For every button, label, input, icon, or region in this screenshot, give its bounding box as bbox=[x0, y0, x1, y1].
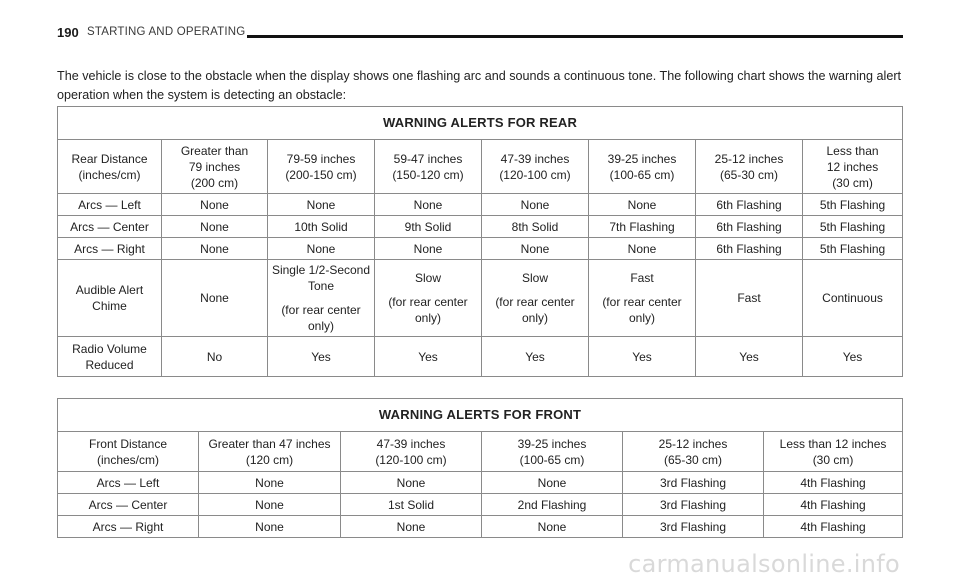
front-table-title: WARNING ALERTS FOR FRONT bbox=[58, 399, 903, 432]
table-cell: None bbox=[199, 516, 341, 538]
row-label: Arcs — Right bbox=[58, 516, 199, 538]
table-cell: 5th Flashing bbox=[803, 238, 903, 260]
table-cell: Yes bbox=[589, 337, 696, 377]
table-row bbox=[58, 238, 903, 260]
table-cell: None bbox=[199, 494, 341, 516]
rear-distance-label: Rear Distance (inches/cm) bbox=[58, 140, 162, 194]
table-row bbox=[58, 194, 903, 216]
front-distance-cell: 25-12 inches (65-30 cm) bbox=[623, 432, 764, 472]
row-label: Radio Volume Reduced bbox=[58, 337, 162, 377]
table-cell: 2nd Flashing bbox=[482, 494, 623, 516]
table-cell: 6th Flashing bbox=[696, 216, 803, 238]
table-cell: 4th Flashing bbox=[764, 516, 903, 538]
table-cell: None bbox=[341, 516, 482, 538]
table-cell: Slow (for rear center only) bbox=[482, 260, 589, 337]
table-cell: None bbox=[162, 216, 268, 238]
table-cell: None bbox=[482, 472, 623, 494]
table-cell: 6th Flashing bbox=[696, 238, 803, 260]
table-cell: 9th Solid bbox=[375, 216, 482, 238]
page-number: 190 bbox=[57, 25, 79, 40]
row-label: Audible Alert Chime bbox=[58, 260, 162, 337]
table-row bbox=[58, 216, 903, 238]
table-cell: None bbox=[482, 516, 623, 538]
table-cell: None bbox=[375, 238, 482, 260]
table-cell: None bbox=[482, 194, 589, 216]
section-title: STARTING AND OPERATING bbox=[87, 26, 246, 38]
table-cell: Fast (for rear center only) bbox=[589, 260, 696, 337]
rear-distance-cell: 47-39 inches (120-100 cm) bbox=[482, 140, 589, 194]
rear-distance-cell: 79-59 inches (200-150 cm) bbox=[268, 140, 375, 194]
rear-distance-cell: 39-25 inches (100-65 cm) bbox=[589, 140, 696, 194]
rear-distance-row bbox=[58, 140, 903, 194]
rear-distance-cell: 59-47 inches (150-120 cm) bbox=[375, 140, 482, 194]
table-cell: 7th Flashing bbox=[589, 216, 696, 238]
rear-table-title: WARNING ALERTS FOR REAR bbox=[58, 107, 903, 140]
table-cell: 3rd Flashing bbox=[623, 472, 764, 494]
rear-distance-cell: Greater than 79 inches (200 cm) bbox=[162, 140, 268, 194]
table-row bbox=[58, 494, 903, 516]
row-label: Arcs — Right bbox=[58, 238, 162, 260]
table-cell: Single 1/2-Second Tone (for rear center only) bbox=[268, 260, 375, 337]
rear-distance-cell: Less than 12 inches (30 cm) bbox=[803, 140, 903, 194]
intro-paragraph: The vehicle is close to the obstacle when the display shows one flashing arc and sounds a continuous tone. The following chart shows the warning alert operation when the system is detecting an obstacle: bbox=[57, 68, 902, 102]
table-cell: Yes bbox=[803, 337, 903, 377]
table-row bbox=[58, 516, 903, 538]
table-cell: None bbox=[589, 238, 696, 260]
chime-row bbox=[58, 260, 903, 337]
table-cell: 4th Flashing bbox=[764, 494, 903, 516]
table-cell: None bbox=[589, 194, 696, 216]
table-cell: 4th Flashing bbox=[764, 472, 903, 494]
page-header bbox=[57, 25, 902, 45]
table-cell: 5th Flashing bbox=[803, 194, 903, 216]
table-cell: Yes bbox=[375, 337, 482, 377]
table-cell: Continuous bbox=[803, 260, 903, 337]
front-distance-cell: 47-39 inches (120-100 cm) bbox=[341, 432, 482, 472]
table-cell: None bbox=[162, 194, 268, 216]
row-label: Arcs — Center bbox=[58, 494, 199, 516]
table-cell: Slow (for rear center only) bbox=[375, 260, 482, 337]
table-cell: None bbox=[375, 194, 482, 216]
rear-distance-cell: 25-12 inches (65-30 cm) bbox=[696, 140, 803, 194]
row-label: Arcs — Left bbox=[58, 472, 199, 494]
front-distance-label: Front Distance (inches/cm) bbox=[58, 432, 199, 472]
row-label: Arcs — Center bbox=[58, 216, 162, 238]
table-cell: No bbox=[162, 337, 268, 377]
table-cell: Fast bbox=[696, 260, 803, 337]
table-cell: None bbox=[341, 472, 482, 494]
front-distance-cell: 39-25 inches (100-65 cm) bbox=[482, 432, 623, 472]
table-cell: None bbox=[482, 238, 589, 260]
table-cell: None bbox=[268, 194, 375, 216]
table-cell: 5th Flashing bbox=[803, 216, 903, 238]
table-cell: Yes bbox=[268, 337, 375, 377]
table-cell: None bbox=[162, 238, 268, 260]
table-cell: None bbox=[268, 238, 375, 260]
table-cell: None bbox=[199, 472, 341, 494]
rear-warning-table bbox=[57, 106, 903, 377]
front-warning-table bbox=[57, 398, 903, 538]
table-cell: Yes bbox=[696, 337, 803, 377]
front-distance-cell: Less than 12 inches (30 cm) bbox=[764, 432, 903, 472]
front-distance-row bbox=[58, 432, 903, 472]
table-cell: 10th Solid bbox=[268, 216, 375, 238]
row-label: Arcs — Left bbox=[58, 194, 162, 216]
table-cell: 1st Solid bbox=[341, 494, 482, 516]
header-rule bbox=[247, 35, 903, 38]
table-row bbox=[58, 472, 903, 494]
table-cell: None bbox=[162, 260, 268, 337]
table-cell: 3rd Flashing bbox=[623, 516, 764, 538]
table-cell: Yes bbox=[482, 337, 589, 377]
watermark: carmanualsonline.info bbox=[628, 550, 900, 578]
front-distance-cell: Greater than 47 inches (120 cm) bbox=[199, 432, 341, 472]
table-cell: 8th Solid bbox=[482, 216, 589, 238]
table-cell: 3rd Flashing bbox=[623, 494, 764, 516]
radio-row bbox=[58, 337, 903, 377]
table-cell: 6th Flashing bbox=[696, 194, 803, 216]
